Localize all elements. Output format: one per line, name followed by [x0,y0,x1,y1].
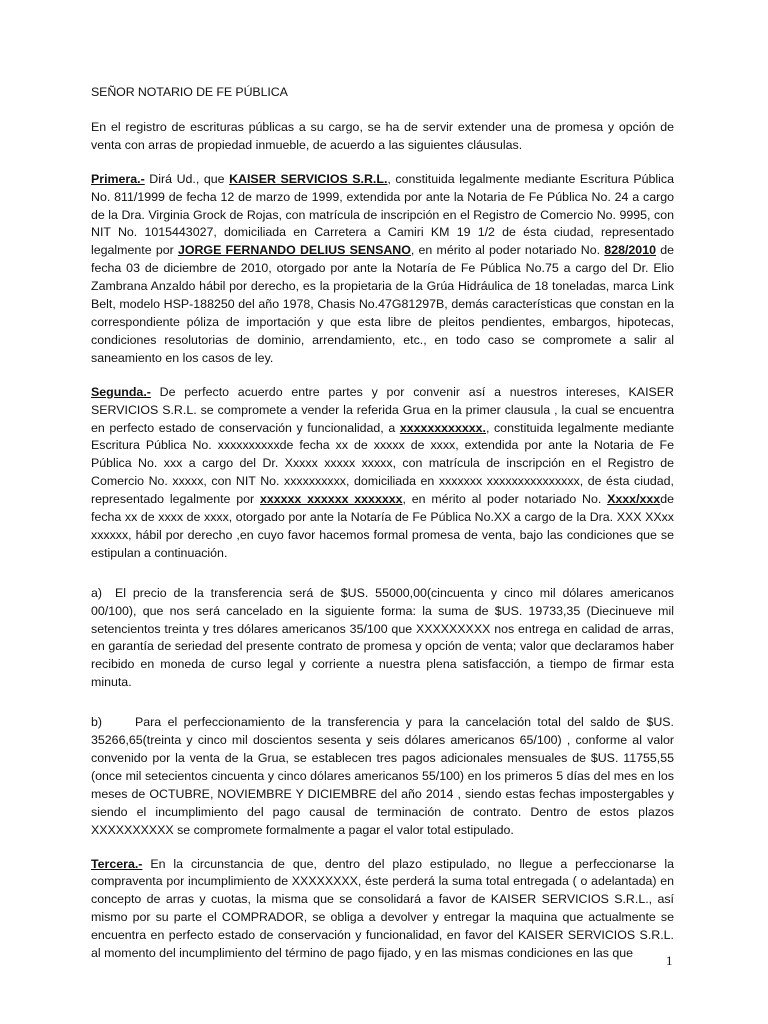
clause-segunda-text-2: , constituida legalmente mediante Escritura Pública No. xxxxxxxxxxde fecha xx de xxxxx de xxxx, extendida por ante la Notaria de Fe Pública No. xxx a cargo del Dr. Xxxxx xxxxx xxxxx, con matrícula de inscripción en el Registro de Comercio No. xxxxx, con NIT No. xxxxxxxxxx, domiciliada en xxxxxxx xxxxxxxxxxxxxxx, de ésta ciudad, representado legalmente por [91,420,674,507]
item-b [91,714,674,839]
clause-primera-text-3: , en mérito al poder notariado No. [410,243,605,258]
clause-segunda [91,384,674,563]
clause-segunda-text-1: De perfecto acuerdo entre partes y por convenir así a nuestros intereses, KAISER SERVICIOS S.R.L. se compromete a vender la referida Grua en la primer clausula , la cual se encuentra en perfecto estado de conservación y funcionalidad, a [91,384,674,435]
seller-company-name: KAISER SERVICIOS S.R.L. [229,171,388,186]
seller-representative-name: JORGE FERNANDO DELIUS SENSANO [177,243,411,258]
clause-tercera-label: Tercera.- [91,856,143,871]
clause-primera-text-2: , constituida legalmente mediante Escritura Pública No. 811/1999 de fecha 12 de marzo de 1999, extendida por ante la Notaria de Fe Pública No. 24 a cargo de la Dra. Virginia Grock de Rojas, con matrícula de inscripción en el Registro de Comercio No. 9995, con NIT No. 1015443027, domiciliada en Carretera a Camiri KM 19 1/2 de ésta ciudad, representado legalmente por [91,171,674,258]
seller-poder-number: 828/2010 [604,243,656,258]
document-body [91,84,674,979]
clause-primera-text-1: Dirá Ud., que [144,171,230,186]
clause-tercera [91,856,674,963]
clause-tercera-text: En la circunstancia de que, dentro del plazo estipulado, no llegue a perfeccionarse la compraventa por incumplimiento de XXXXXXXX, éste perderá la suma total entregada ( o adelantada) en concepto de arras y cuotas, la misma que se consolidará a favor de KAISER SERVICIOS S.R.L., así mismo por su parte el COMPRADOR, se obliga a devolver y entregar la maquina que actualmente se encuentra en perfecto estado de conservación y funcionalidad, en favor del KAISER SERVICIOS S.R.L. al momento del incumplimiento del término de pago fijado, y en las mismas condiciones en las que [91,856,674,961]
buyer-representative-name: xxxxxx xxxxxx xxxxxxx [259,492,403,507]
intro-paragraph: En el registro de escrituras públicas a su cargo, se ha de servir extender una de promesa y opción de venta con arras de propiedad inmueble, de acuerdo a las siguientes cláusulas. [91,119,674,152]
clause-primera-text-4: de fecha 03 de diciembre de 2010, otorgado por ante la Notaría de Fe Pública No.75 a cargo del Dr. Elio Zambrana Anzaldo hábil por derecho, es la propietaria de la Grúa Hidráulica de 18 toneladas, marca Link Belt, modelo HSP-188250 del año 1978, Chasis No.47G81297B, demás características que constan en la correspondiente póliza de importación y que esta libre de pleitos pendientes, embargos, hipotecas, condiciones resolutorias de dominio, arrendamiento, etc., en todo caso se compromete a salir al saneamiento en los casos de ley. [91,243,674,365]
item-a-text: El precio de la transferencia será de $US. 55000,00(cincuenta y cinco mil dólares americanos 00/100), que nos será cancelado en la siguiente forma: la suma de $US. 19733,35 (Diecinueve mil setencientos treinta y tres dólares americanos 35/100 que XXXXXXXXX nos entrega en calidad de arras, en garantía de seriedad del presente contrato de promesa y opción de venta; valor que declaramos haber recibido en moneda de curso legal y corriente a nuestra plena satisfacción, a tiempo de firmar esta minuta. [91,585,674,690]
item-b-label: b) [91,715,103,730]
clause-primera [91,171,674,368]
item-a [91,585,674,692]
clause-segunda-text-4: de fecha xx de xxxx de xxxx, otorgado por ante la Notaría de Fe Pública No.XX a cargo de la Dra. XXX XXxx xxxxxx, hábil por derecho ,en cuyo favor hacemos formal promesa de venta, bajo las condiciones que se estipulan a continuación. [91,492,674,560]
clause-segunda-text-3: , en mérito al poder notariado No. [402,492,608,507]
item-b-text: Para el perfeccionamiento de la transferencia y para la cancelación total del saldo de $US. 35266,65(treinta y cinco mil doscientos sesenta y seis dólares americanos 65/100) , conforme al valor convenido por la venta de la Grua, se establecen tres pagos adicionales mensuales de $US. 11755,55 (once mil setecientos cincuenta y cinco dólares americanos 55/100) en los primeros 5 días del mes en los meses de OCTUBRE, NOVIEMBRE Y DICIEMBRE del año 2014 , siendo estas fechas impostergables y siendo el incumplimiento del pago causal de terminación de contrato. Dentro de estos plazos XXXXXXXXXX se compromete formalmente a pagar el valor total estipulado. [91,715,674,837]
buyer-poder-number: Xxxx/xxx [607,492,661,507]
item-a-label: a) [91,585,103,600]
page-number: 1 [666,953,673,968]
document-heading: SEÑOR NOTARIO DE FE PÚBLICA [91,85,288,99]
clause-primera-label: Primera.- [91,171,145,186]
buyer-company-name: xxxxxxxxxxxx. [399,420,486,435]
clause-segunda-label: Segunda.- [91,384,151,399]
